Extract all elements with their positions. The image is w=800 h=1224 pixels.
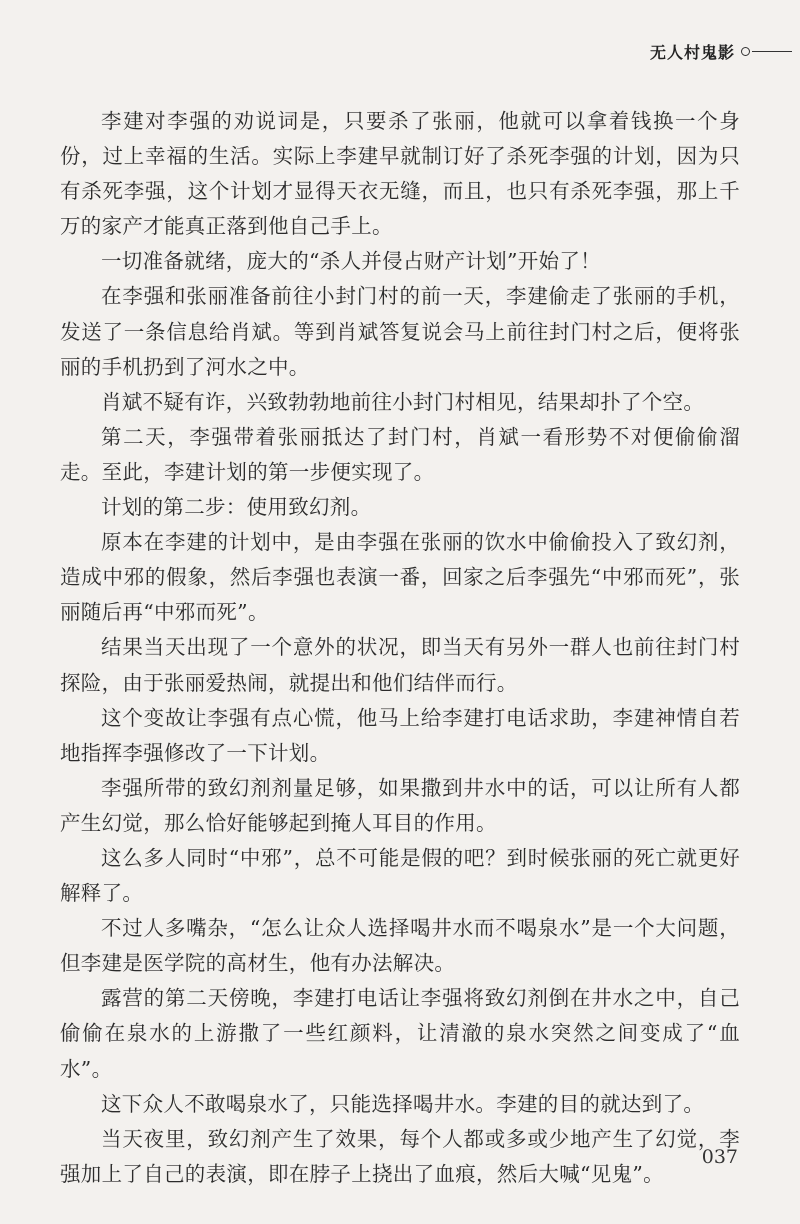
paragraph: 一切准备就绪，庞大的“杀人并侵占财产计划”开始了！ bbox=[101, 249, 601, 274]
paragraph: 露营的第二天傍晚，李建打电话让李强将致幻剂倒在井水之中，自己偷偷在泉水的上游撒了一些红颜料，让清澈的泉水突然之间变成了“血水”。 bbox=[60, 986, 740, 1081]
body-text bbox=[60, 104, 740, 1192]
paragraph: 李建对李强的劝说词是，只要杀了张丽，他就可以拿着钱换一个身份，过上幸福的生活。实际上李建早就制订好了杀死李强的计划，因为只有杀死李强，这个计划才显得天衣无缝，而且，也只有杀死李强，那上千万的家产才能真正落到他自己手上。 bbox=[60, 109, 740, 239]
paragraph: 当天夜里，致幻剂产生了效果，每个人都或多或少地产生了幻觉，李强加上了自己的表演，即在脖子上挠出了血痕，然后大喊“见鬼”。 bbox=[60, 1126, 740, 1186]
paragraph: 肖斌不疑有诈，兴致勃勃地前往小封门村相见，结果却扑了个空。 bbox=[101, 389, 705, 414]
running-header bbox=[650, 40, 792, 63]
paragraph: 这个变故让李强有点心慌，他马上给李建打电话求助，李建神情自若地指挥李强修改了一下计划。 bbox=[60, 705, 740, 765]
paragraph: 结果当天出现了一个意外的状况，即当天有另外一群人也前往封门村探险，由于张丽爱热闹，就提出和他们结伴而行。 bbox=[60, 635, 740, 695]
paragraph: 计划的第二步：使用致幻剂。 bbox=[101, 495, 372, 520]
paragraph: 这下众人不敢喝泉水了，只能选择喝井水。李建的目的就达到了。 bbox=[101, 1091, 705, 1116]
paragraph: 第二天，李强带着张丽抵达了封门村，肖斌一看形势不对便偷偷溜走。至此，李建计划的第一步便实现了。 bbox=[60, 424, 740, 484]
header-circle-ornament bbox=[741, 47, 750, 56]
paragraph: 李强所带的致幻剂剂量足够，如果撒到井水中的话，可以让所有人都产生幻觉，那么恰好能够起到掩人耳目的作用。 bbox=[60, 775, 740, 835]
paragraph: 在李强和张丽准备前往小封门村的前一天，李建偷走了张丽的手机，发送了一条信息给肖斌。等到肖斌答复说会马上前往封门村之后，便将张丽的手机扔到了河水之中。 bbox=[60, 284, 740, 379]
paragraph: 不过人多嘴杂，“怎么让众人选择喝井水而不喝泉水”是一个大问题，但李建是医学院的高材生，他有办法解决。 bbox=[60, 916, 740, 976]
header-rule bbox=[752, 51, 792, 52]
running-title: 无人村鬼影 bbox=[649, 43, 735, 62]
paragraph: 原本在李建的计划中，是由李强在张丽的饮水中偷偷投入了致幻剂，造成中邪的假象，然后李强也表演一番，回家之后李强先“中邪而死”，张丽随后再“中邪而死”。 bbox=[60, 530, 740, 625]
page-number: 037 bbox=[701, 1146, 738, 1168]
paragraph: 这么多人同时“中邪”，总不可能是假的吧？到时候张丽的死亡就更好解释了。 bbox=[60, 845, 740, 906]
